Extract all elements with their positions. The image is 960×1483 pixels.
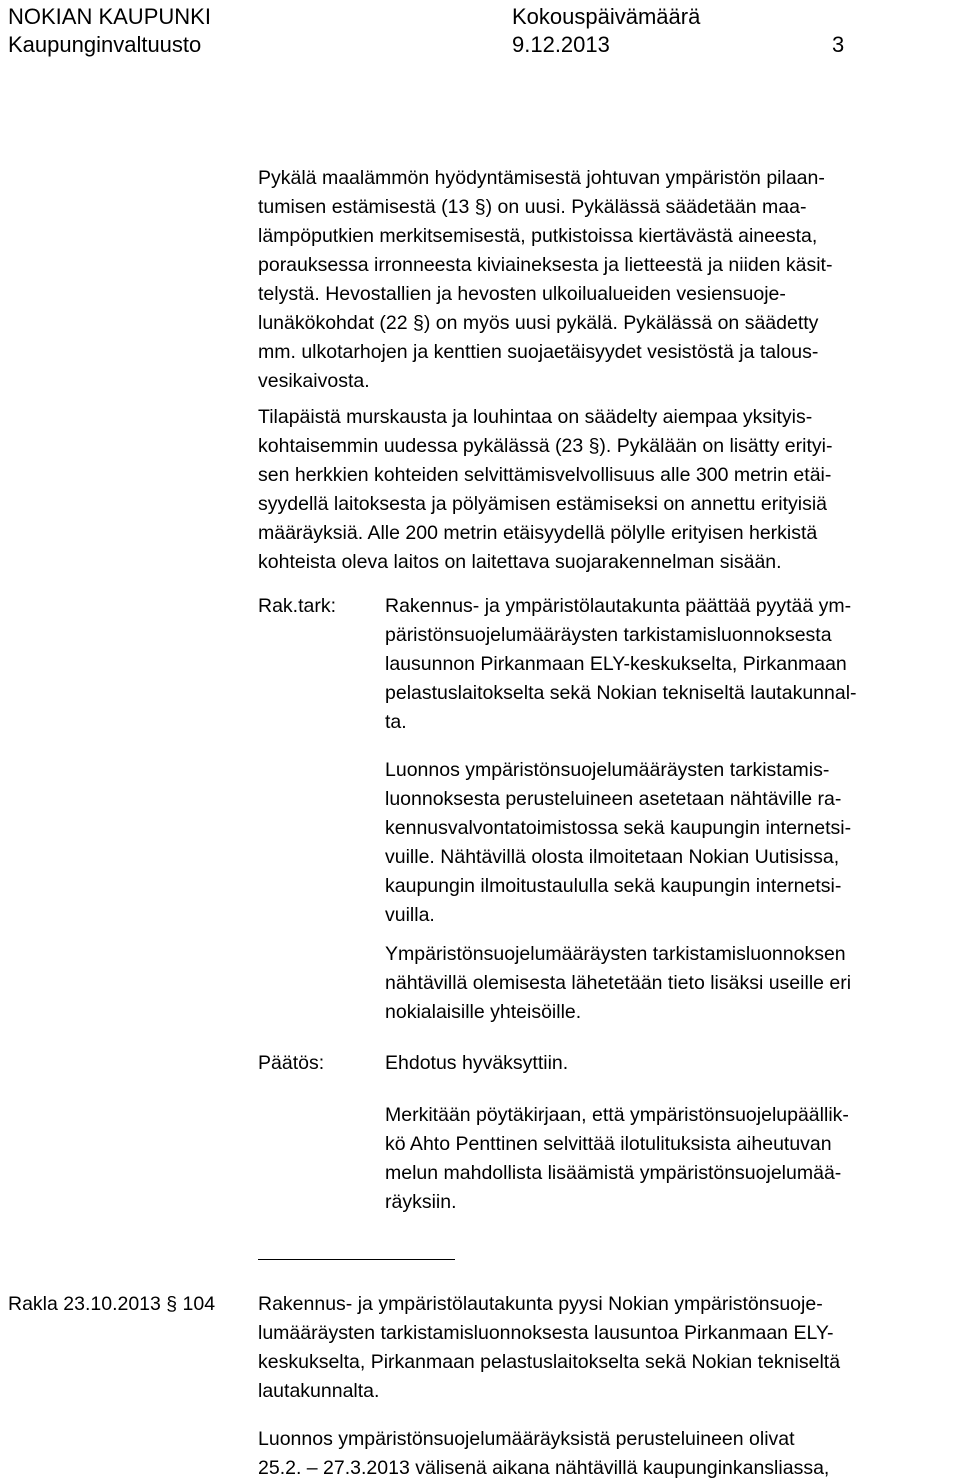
- text-line: porauksessa irronneesta kiviaineksesta ja lietteestä ja niiden käsit-: [258, 254, 833, 276]
- text-line: nokialaisille yhteisöille.: [385, 1001, 582, 1023]
- text-line: päristönsuojelumääräysten tarkistamisluonnoksesta: [385, 624, 832, 646]
- text-line: Tilapäistä murskausta ja louhintaa on säädelty aiempaa yksityis-: [258, 406, 813, 428]
- decision-paragraph: [385, 1049, 568, 1078]
- text-line: Pykälä maalämmön hyödyntämisestä johtuvan ympäristön pilaan-: [258, 167, 825, 189]
- text-line: lämpöputkien merkitsemisestä, putkistoissa kiertävästä aineesta,: [258, 225, 818, 247]
- text-line: Merkitään pöytäkirjaan, että ympäristönsuojelupäällik-: [385, 1104, 849, 1126]
- text-line: lunäkökohdat (22 §) on myös uusi pykälä. Pykälässä on säädetty: [258, 312, 819, 334]
- text-line: mm. ulkotarhojen ja kenttien suojaetäisyydet vesistöstä ja talous-: [258, 341, 819, 363]
- text-line: nähtävillä olemisesta lähetetään tieto lisäksi useille eri: [385, 972, 852, 994]
- org-name: NOKIAN KAUPUNKI: [8, 4, 211, 29]
- text-line: lausunnon Pirkanmaan ELY-keskukselta, Pirkanmaan: [385, 653, 847, 675]
- text-line: vuilla.: [385, 904, 435, 926]
- text-line: 25.2. – 27.3.2013 välisenä aikana nähtävillä kaupunginkansliassa,: [258, 1457, 830, 1479]
- text-line: Luonnos ympäristönsuojelumääräysten tarkistamis-: [385, 759, 830, 781]
- text-line: määräyksiä. Alle 200 metrin etäisyydellä pölylle erityisen herkistä: [258, 522, 818, 544]
- intro-paragraph: [258, 164, 832, 396]
- text-line: kennusvalvontatoimistossa sekä kaupungin internetsi-: [385, 817, 852, 839]
- page-number: 3: [832, 32, 845, 57]
- text-line: ta.: [385, 711, 407, 733]
- text-line: Luonnos ympäristönsuojelumääräyksistä perusteluineen olivat: [258, 1428, 795, 1450]
- text-line: kaupungin ilmoitustaululla sekä kaupungin internetsi-: [385, 875, 842, 897]
- text-line: Rakennus- ja ympäristölautakunta pyysi Nokian ympäristönsuoje-: [258, 1293, 823, 1315]
- text-line: melun mahdollista lisäämistä ympäristönsuojelumää-: [385, 1162, 842, 1184]
- text-line: vuille. Nähtävillä olosta ilmoitetaan Nokian Uutisissa,: [385, 846, 840, 868]
- text-line: vesikaivosta.: [258, 370, 370, 392]
- text-line: lautakunnalta.: [258, 1380, 380, 1402]
- decision-label: Päätös:: [258, 1052, 325, 1074]
- meeting-date: 9.12.2013: [512, 32, 610, 57]
- text-line: sen herkkien kohteiden selvittämisvelvollisuus alle 300 metrin etäi-: [258, 464, 832, 486]
- decision-note-paragraph: [385, 1101, 849, 1217]
- proposal-paragraph: [385, 592, 857, 737]
- section-divider: [258, 1259, 455, 1260]
- meeting-date-label: Kokouspäivämäärä: [512, 4, 701, 29]
- quarry-paragraph: [258, 403, 832, 577]
- text-line: kohteista oleva laitos on laitettava suojarakennelman sisään.: [258, 551, 782, 573]
- text-line: räyksiin.: [385, 1191, 457, 1213]
- text-line: pelastuslaitokselta sekä Nokian tekniseltä lautakunnal-: [385, 682, 857, 704]
- previous-meeting-display-paragraph: [258, 1425, 829, 1483]
- text-line: luonnoksesta perusteluineen asetetaan nähtäville ra-: [385, 788, 842, 810]
- text-line: kohtaisemmin uudessa pykälässä (23 §). Pykälään on lisätty erityi-: [258, 435, 833, 457]
- text-line: kö Ahto Penttinen selvittää ilotulituksista aiheutuvan: [385, 1133, 832, 1155]
- proposal-paragraph-notice: [385, 940, 851, 1027]
- text-line: lumääräysten tarkistamisluonnoksesta lausuntoa Pirkanmaan ELY-: [258, 1322, 834, 1344]
- previous-meeting-reference: Rakla 23.10.2013 § 104: [8, 1293, 216, 1315]
- text-line: Ympäristönsuojelumääräysten tarkistamisluonnoksen: [385, 943, 846, 965]
- proposal-label: Rak.tark:: [258, 595, 337, 617]
- text-line: Rakennus- ja ympäristölautakunta päättää pyytää ym-: [385, 595, 852, 617]
- text-line: keskukselta, Pirkanmaan pelastuslaitokselta sekä Nokian tekniseltä: [258, 1351, 841, 1373]
- proposal-paragraph-display: [385, 756, 851, 930]
- text-line: telystä. Hevostallien ja hevosten ulkoilualueiden vesiensuoje-: [258, 283, 786, 305]
- text-line: syydellä laitoksesta ja pölyämisen estämiseksi on annettu erityisiä: [258, 493, 828, 515]
- body-name: Kaupunginvaltuusto: [8, 32, 202, 57]
- text-line: tumisen estämisestä (13 §) on uusi. Pykälässä säädetään maa-: [258, 196, 807, 218]
- text-line: Ehdotus hyväksyttiin.: [385, 1052, 569, 1074]
- previous-meeting-paragraph: [258, 1290, 840, 1406]
